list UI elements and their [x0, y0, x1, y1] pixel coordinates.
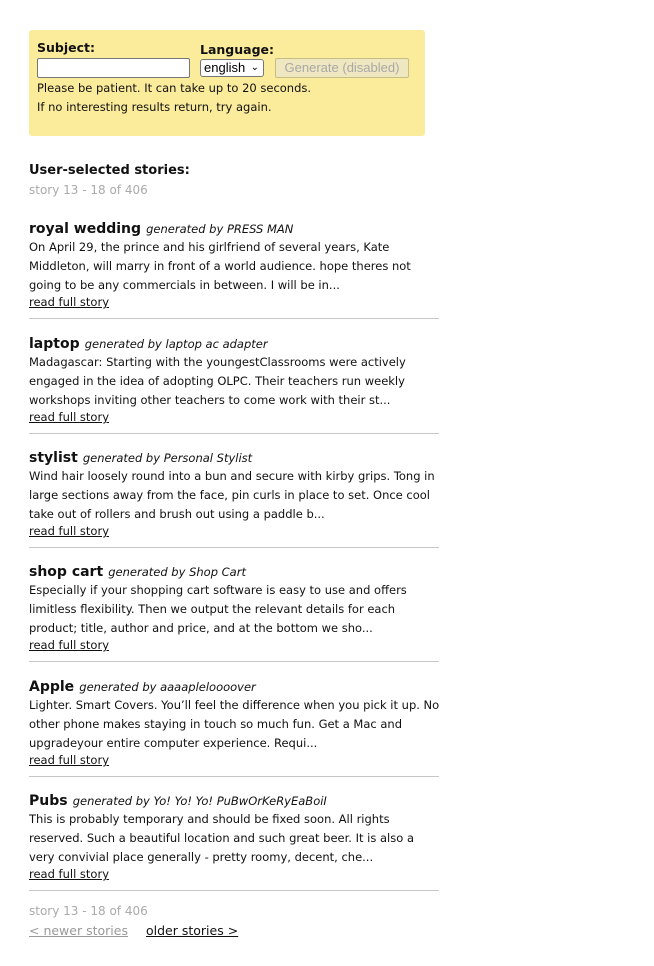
read-full-story-link[interactable]: read full story: [29, 524, 110, 538]
story-item: [29, 676, 439, 777]
language-label: Language:: [200, 42, 275, 57]
read-full-story-link[interactable]: read full story: [29, 753, 110, 767]
story-author: generated by aaaapleloooover: [79, 680, 256, 694]
retry-note: If no interesting results return, try again.: [37, 100, 272, 114]
story-title: Apple: [29, 679, 75, 695]
generator-panel: [29, 30, 425, 136]
story-author: generated by Yo! Yo! Yo! PuBwOrKeRyEaBoiI: [72, 794, 327, 808]
story-range-top: story 13 - 18 of 406: [29, 183, 148, 197]
generate-button[interactable]: Generate (disabled): [275, 58, 409, 78]
story-excerpt: This is probably temporary and should be fixed soon. All rights reserved. Such a beautiful location and such great beer. It is also a very convivial place generally - pretty roomy, decent, che...: [29, 812, 414, 865]
language-select[interactable]: [200, 59, 264, 77]
story-excerpt: On April 29, the prince and his girlfriend of several years, Kate Middleton, will marry in front of a world audience. hope theres not going to be any commercials in between. I will be in...: [29, 240, 411, 293]
language-selected-value: english: [204, 60, 246, 75]
story-title: shop cart: [29, 564, 104, 580]
story-excerpt: Lighter. Smart Covers. You’ll feel the difference when you pick it up. No other phone makes staying in touch so much fun. Get a Mac and upgradeyour entire computer experience. Requi...: [29, 698, 440, 751]
story-excerpt: Wind hair loosely round into a bun and secure with kirby grips. Tong in large sections away from the face, pin curls in place to set. Once cool take out of rollers and brush out using a paddle b...: [29, 469, 435, 522]
story-title: stylist: [29, 450, 78, 466]
story-author: generated by Shop Cart: [108, 565, 246, 579]
section-title: User-selected stories:: [29, 163, 190, 178]
story-title: laptop: [29, 336, 80, 352]
story-item: [29, 561, 439, 662]
story-excerpt: Especially if your shopping cart software is easy to use and offers limitless flexibility. Then we output the relevant details for each product; title, author and price, and at the bottom we sho...: [29, 583, 407, 636]
story-item: [29, 447, 439, 548]
story-title: royal wedding: [29, 221, 142, 237]
subject-input[interactable]: [37, 58, 190, 78]
read-full-story-link[interactable]: read full story: [29, 867, 110, 881]
older-stories-link[interactable]: older stories >: [146, 923, 239, 938]
story-item: [29, 333, 439, 434]
story-title: Pubs: [29, 793, 68, 809]
subject-label: Subject:: [37, 40, 95, 55]
story-author: generated by laptop ac adapter: [84, 337, 268, 351]
story-item: [29, 790, 439, 891]
read-full-story-link[interactable]: read full story: [29, 638, 110, 652]
patience-note: Please be patient. It can take up to 20 seconds.: [37, 81, 312, 95]
story-range-bottom: story 13 - 18 of 406: [29, 904, 148, 918]
chevron-down-icon: ⌄: [250, 62, 259, 73]
newer-stories-link[interactable]: < newer stories: [29, 923, 128, 938]
story-author: generated by Personal Stylist: [82, 451, 253, 465]
read-full-story-link[interactable]: read full story: [29, 410, 110, 424]
story-author: generated by PRESS MAN: [146, 222, 294, 236]
read-full-story-link[interactable]: read full story: [29, 295, 110, 309]
story-excerpt: Madagascar: Starting with the youngestClassrooms were actively engaged in the idea of adopting OLPC. Their teachers run weekly workshops inviting other teachers to come work with their st...: [29, 355, 406, 408]
story-item: [29, 218, 439, 319]
